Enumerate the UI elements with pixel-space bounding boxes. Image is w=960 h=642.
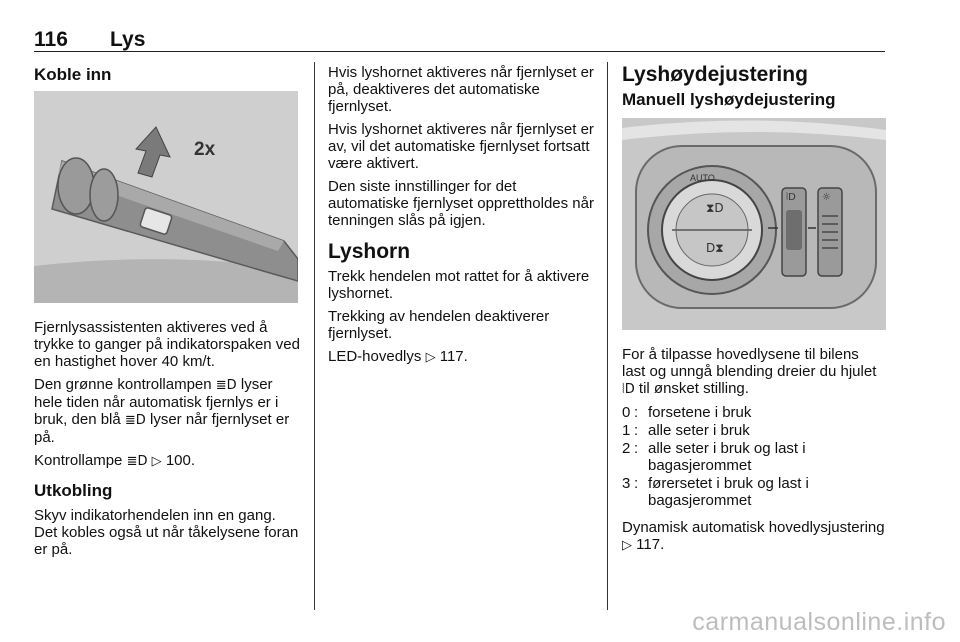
column-divider-2 bbox=[607, 62, 608, 610]
stalk-drawing bbox=[34, 91, 298, 303]
heading-utkobling: Utkobling bbox=[34, 481, 113, 500]
heading-koble-inn: Koble inn bbox=[34, 65, 112, 84]
list-item: 0 : forsetene i bruk bbox=[622, 404, 752, 421]
paragraph-last-setting: Den siste innstillinger for det automatiske fjernlyset opprettholdes når tenningen slås på igjen. bbox=[328, 178, 594, 229]
indicator-stalk-illustration bbox=[34, 91, 298, 303]
chapter-title: Lys bbox=[110, 28, 146, 51]
paragraph-control-lamps: Den grønne kontrollampen ≣D lyser hele tiden når automatisk fjernlys er i bruk, den blå ≣D lyser når fjernlyset er på. bbox=[34, 376, 290, 446]
paragraph-activation: Fjernlysassistenten aktiveres ved å trykke to ganger på indikatorspaken ved en hastighet hover 40 km/t. bbox=[34, 319, 300, 370]
svg-text:⦚D: ⦚D bbox=[786, 192, 796, 203]
paragraph-flash-activate: Trekk hendelen mot rattet for å aktivere lyshornet. bbox=[328, 268, 590, 302]
list-item: 3 : førersetet i bruk og last i bagasjerommet bbox=[622, 475, 809, 509]
svg-text:☼: ☼ bbox=[822, 192, 831, 203]
light-switch-panel-illustration bbox=[622, 118, 886, 330]
column-3 bbox=[622, 64, 886, 560]
page-reference-arrow-icon: ▷ bbox=[622, 538, 632, 553]
paragraph-deactivation: Skyv indikatorhendelen inn en gang. Det kobles også ut når tåkelysene foran er på. bbox=[34, 507, 299, 558]
heading-lyshoydejustering: Lyshøydejustering bbox=[622, 63, 808, 86]
light-switch-drawing bbox=[622, 118, 886, 330]
press-count-label: 2x bbox=[194, 139, 216, 160]
high-beam-icon: ≣D bbox=[124, 413, 146, 428]
paragraph-flash-off: Hvis lyshornet aktiveres når fjernlyset er av, vil det automatiske fjernlyset fortsatt være aktivert. bbox=[328, 121, 594, 172]
paragraph-lamp-reference: Kontrollampe ≣D ▷ 100. bbox=[34, 452, 196, 469]
column-2 bbox=[328, 64, 594, 372]
list-item: 1 : alle seter i bruk bbox=[622, 422, 750, 439]
column-1 bbox=[34, 64, 300, 564]
paragraph-dynamic-leveling: Dynamisk automatisk hovedlysjustering ▷ 117. bbox=[622, 519, 885, 553]
auto-position-label: AUTO bbox=[690, 173, 715, 183]
paragraph-leveling-intro: For å tilpasse hovedlysene til bilens last og unngå blending dreier du hjulet ⦚D til ønsket stilling. bbox=[622, 346, 877, 397]
paragraph-led-reference: LED-hovedlys ▷ 117. bbox=[328, 348, 468, 365]
svg-text:D⧗: D⧗ bbox=[706, 241, 724, 255]
header-divider bbox=[34, 51, 885, 52]
page-reference-arrow-icon: ▷ bbox=[425, 350, 436, 365]
watermark: carmanualsonline.info bbox=[692, 608, 946, 636]
svg-text:⧗D: ⧗D bbox=[706, 201, 724, 215]
heading-lyshorn: Lyshorn bbox=[328, 240, 411, 263]
paragraph-flash-on: Hvis lyshornet aktiveres når fjernlyset er på, deaktiveres det automatiske fjernlyset. bbox=[328, 64, 594, 115]
page-number: 116 bbox=[34, 28, 68, 51]
heading-manuell-lyshoydejustering: Manuell lyshøydejustering bbox=[622, 90, 836, 109]
auto-high-beam-icon: ≣D bbox=[215, 378, 237, 393]
page-reference-arrow-icon: ▷ bbox=[151, 454, 162, 469]
leveling-positions-list bbox=[622, 404, 886, 509]
column-divider-1 bbox=[314, 62, 315, 610]
auto-high-beam-icon: ≣D bbox=[126, 454, 148, 469]
paragraph-flash-deactivate: Trekking av hendelen deaktiverer fjernlyset. bbox=[328, 308, 550, 342]
list-item: 2 : alle seter i bruk og last i bagasjerommet bbox=[622, 440, 806, 474]
headlight-leveling-wheel-icon: ⦚D bbox=[622, 382, 635, 397]
